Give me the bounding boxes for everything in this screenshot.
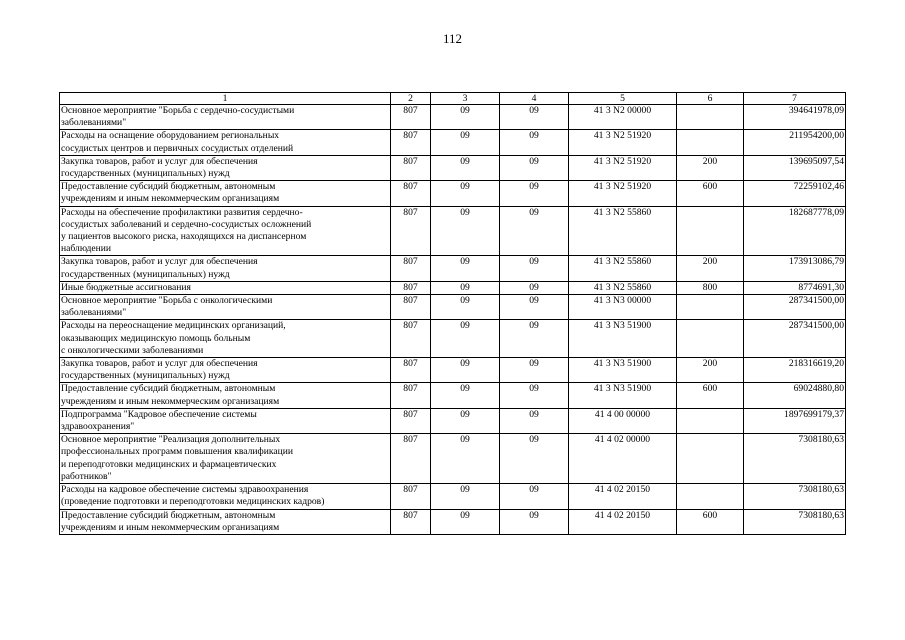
amount-cell: 182687778,09: [744, 206, 846, 256]
subsection-code-cell: 09: [500, 155, 569, 180]
table-row: [60, 105, 846, 130]
item-name-cell: Основное мероприятие "Реализация дополнительных профессиональных программ повышения квалификации и переподготовки медицинских и фармацевтических работников": [60, 434, 391, 484]
table-row: [60, 206, 846, 256]
table-row: [60, 295, 846, 320]
item-name-cell: Расходы на кадровое обеспечение системы здравоохранения (проведение подготовки и переподготовки медицинских кадров): [60, 484, 391, 509]
section-code-cell: 09: [431, 358, 500, 383]
section-code-cell: 09: [431, 105, 500, 130]
item-name-cell: Предоставление субсидий бюджетным, автономным учреждениям и иным некоммерческим организациям: [60, 383, 391, 408]
subsection-code-cell: 09: [500, 281, 569, 294]
section-code-cell: 09: [431, 281, 500, 294]
subsection-code-cell: 09: [500, 105, 569, 130]
column-header: 6: [677, 93, 744, 105]
item-name-cell: Закупка товаров, работ и услуг для обеспечения государственных (муниципальных) нужд: [60, 256, 391, 281]
expense-type-code-cell: 200: [677, 358, 744, 383]
section-code-cell: 09: [431, 408, 500, 433]
item-name-cell: Иные бюджетные ассигнования: [60, 281, 391, 294]
table-row: [60, 281, 846, 294]
amount-cell: 7308180,63: [744, 509, 846, 534]
expense-type-code-cell: [677, 320, 744, 358]
section-code-cell: 09: [431, 383, 500, 408]
target-item-code-cell: 41 4 02 00000: [569, 434, 677, 484]
subsection-code-cell: 09: [500, 256, 569, 281]
subsection-code-cell: 09: [500, 130, 569, 155]
amount-cell: 7308180,63: [744, 484, 846, 509]
table-row: [60, 256, 846, 281]
amount-cell: 7308180,63: [744, 434, 846, 484]
expense-type-code-cell: [677, 408, 744, 433]
ministry-code-cell: 807: [391, 434, 431, 484]
amount-cell: 211954200,00: [744, 130, 846, 155]
amount-cell: 8774691,30: [744, 281, 846, 294]
target-item-code-cell: 41 4 00 00000: [569, 408, 677, 433]
column-header: 1: [60, 93, 391, 105]
ministry-code-cell: 807: [391, 105, 431, 130]
ministry-code-cell: 807: [391, 155, 431, 180]
item-name-cell: Основное мероприятие "Борьба с онкологическими заболеваниями": [60, 295, 391, 320]
ministry-code-cell: 807: [391, 408, 431, 433]
amount-cell: 69024880,80: [744, 383, 846, 408]
section-code-cell: 09: [431, 206, 500, 256]
column-header: 2: [391, 93, 431, 105]
table-row: [60, 484, 846, 509]
section-code-cell: 09: [431, 509, 500, 534]
table-row: [60, 509, 846, 534]
item-name-cell: Закупка товаров, работ и услуг для обеспечения государственных (муниципальных) нужд: [60, 358, 391, 383]
subsection-code-cell: 09: [500, 358, 569, 383]
section-code-cell: 09: [431, 181, 500, 206]
subsection-code-cell: 09: [500, 206, 569, 256]
column-header: 4: [500, 93, 569, 105]
target-item-code-cell: 41 3 N2 55860: [569, 256, 677, 281]
table-row: [60, 181, 846, 206]
subsection-code-cell: 09: [500, 383, 569, 408]
subsection-code-cell: 09: [500, 509, 569, 534]
subsection-code-cell: 09: [500, 181, 569, 206]
expense-type-code-cell: [677, 434, 744, 484]
column-header: 3: [431, 93, 500, 105]
subsection-code-cell: 09: [500, 320, 569, 358]
table-row: [60, 358, 846, 383]
item-name-cell: Основное мероприятие "Борьба с сердечно-сосудистыми заболеваниями": [60, 105, 391, 130]
target-item-code-cell: 41 3 N3 51900: [569, 358, 677, 383]
item-name-cell: Расходы на обеспечение профилактики развития сердечно- сосудистых заболеваний и сердечно-сосудистых осложнений у пациентов высокого риска, находящихся на диспансерном наблюдении: [60, 206, 391, 256]
expense-type-code-cell: [677, 484, 744, 509]
ministry-code-cell: 807: [391, 281, 431, 294]
table-row: [60, 383, 846, 408]
target-item-code-cell: 41 3 N3 51900: [569, 383, 677, 408]
amount-cell: 218316619,20: [744, 358, 846, 383]
ministry-code-cell: 807: [391, 295, 431, 320]
table-row: [60, 434, 846, 484]
column-header: 5: [569, 93, 677, 105]
expense-type-code-cell: 200: [677, 256, 744, 281]
target-item-code-cell: 41 3 N2 00000: [569, 105, 677, 130]
table-header-row: [60, 93, 846, 105]
ministry-code-cell: 807: [391, 181, 431, 206]
subsection-code-cell: 09: [500, 408, 569, 433]
expense-type-code-cell: 800: [677, 281, 744, 294]
ministry-code-cell: 807: [391, 484, 431, 509]
expense-type-code-cell: [677, 206, 744, 256]
section-code-cell: 09: [431, 434, 500, 484]
expense-type-code-cell: 600: [677, 181, 744, 206]
section-code-cell: 09: [431, 295, 500, 320]
table-row: [60, 155, 846, 180]
amount-cell: 139695097,54: [744, 155, 846, 180]
expense-type-code-cell: 600: [677, 509, 744, 534]
subsection-code-cell: 09: [500, 295, 569, 320]
item-name-cell: Расходы на переоснащение медицинских организаций, оказывающих медицинскую помощь больным с онкологическими заболеваниями: [60, 320, 391, 358]
section-code-cell: 09: [431, 256, 500, 281]
amount-cell: 394641978,09: [744, 105, 846, 130]
table-row: [60, 408, 846, 433]
expense-type-code-cell: [677, 105, 744, 130]
target-item-code-cell: 41 4 02 20150: [569, 509, 677, 534]
target-item-code-cell: 41 3 N3 51900: [569, 320, 677, 358]
page-number: 112: [442, 31, 463, 46]
ministry-code-cell: 807: [391, 256, 431, 281]
item-name-cell: Закупка товаров, работ и услуг для обеспечения государственных (муниципальных) нужд: [60, 155, 391, 180]
section-code-cell: 09: [431, 155, 500, 180]
expense-type-code-cell: 600: [677, 383, 744, 408]
target-item-code-cell: 41 3 N2 55860: [569, 281, 677, 294]
target-item-code-cell: 41 4 02 20150: [569, 484, 677, 509]
target-item-code-cell: 41 3 N2 55860: [569, 206, 677, 256]
ministry-code-cell: 807: [391, 130, 431, 155]
item-name-cell: Предоставление субсидий бюджетным, автономным учреждениям и иным некоммерческим организациям: [60, 181, 391, 206]
expense-type-code-cell: [677, 130, 744, 155]
amount-cell: 287341500,00: [744, 295, 846, 320]
section-code-cell: 09: [431, 320, 500, 358]
target-item-code-cell: 41 3 N2 51920: [569, 155, 677, 180]
column-header: 7: [744, 93, 846, 105]
ministry-code-cell: 807: [391, 509, 431, 534]
ministry-code-cell: 807: [391, 358, 431, 383]
amount-cell: 72259102,46: [744, 181, 846, 206]
subsection-code-cell: 09: [500, 484, 569, 509]
ministry-code-cell: 807: [391, 320, 431, 358]
expense-type-code-cell: 200: [677, 155, 744, 180]
target-item-code-cell: 41 3 N3 00000: [569, 295, 677, 320]
item-name-cell: Расходы на оснащение оборудованием региональных сосудистых центров и первичных сосудистых отделений: [60, 130, 391, 155]
ministry-code-cell: 807: [391, 206, 431, 256]
amount-cell: 1897699179,37: [744, 408, 846, 433]
amount-cell: 173913086,79: [744, 256, 846, 281]
section-code-cell: 09: [431, 130, 500, 155]
target-item-code-cell: 41 3 N2 51920: [569, 181, 677, 206]
table-row: [60, 320, 846, 358]
expense-type-code-cell: [677, 295, 744, 320]
budget-table: [59, 92, 846, 535]
table-row: [60, 130, 846, 155]
item-name-cell: Подпрограмма "Кадровое обеспечение системы здравоохранения": [60, 408, 391, 433]
section-code-cell: 09: [431, 484, 500, 509]
target-item-code-cell: 41 3 N2 51920: [569, 130, 677, 155]
item-name-cell: Предоставление субсидий бюджетным, автономным учреждениям и иным некоммерческим организациям: [60, 509, 391, 534]
subsection-code-cell: 09: [500, 434, 569, 484]
ministry-code-cell: 807: [391, 383, 431, 408]
amount-cell: 287341500,00: [744, 320, 846, 358]
